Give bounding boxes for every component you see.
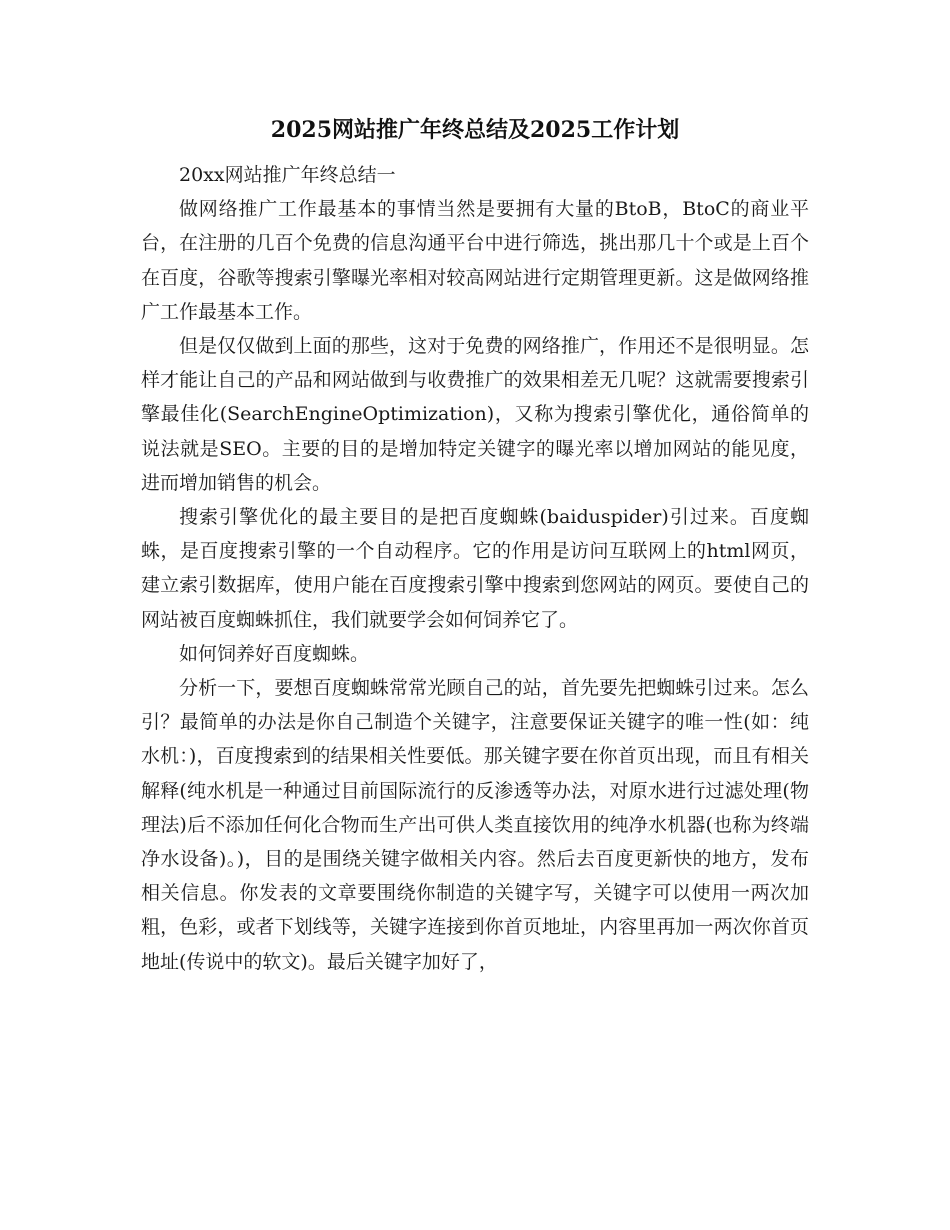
body-paragraph: 分析一下，要想百度蜘蛛常常光顾自己的站，首先要先把蜘蛛引过来。怎么引？最简单的办法是你自己制造个关键字，注意要保证关键字的唯一性(如：纯水机：)，百度搜索到的结果相关性要低。那关键字要在你首页出现，而且有相关解释(纯水机是一种通过目前国际流行的反渗透等办法，对原水进行过滤处理(物理法)后不添加任何化合物而生产出可供人类直接饮用的纯净水机器(也称为终端净水设备)。)，目的是围绕关键字做相关内容。然后去百度更新快的地方，发布相关信息。你发表的文章要围绕你制造的关键字写，关键字可以使用一两次加粗，色彩，或者下划线等，关键字连接到你首页地址，内容里再加一两次你首页地址(传说中的软文)。最后关键字加好了， (141, 677, 809, 973)
body-paragraph: 做网络推广工作最基本的事情当然是要拥有大量的BtoB，BtoC的商业平台，在注册的几百个免费的信息沟通平台中进行筛选，挑出那几十个或是上百个在百度，谷歌等搜索引擎曝光率相对较高网站进行定期管理更新。这是做网络推广工作最基本工作。 (141, 198, 809, 323)
subheading-paragraph: 如何饲养好百度蜘蛛。 (179, 642, 370, 665)
body-paragraph: 但是仅仅做到上面的那些，这对于免费的网络推广，作用还不是很明显。怎样才能让自己的产品和网站做到与收费推广的效果相差无几呢？这就需要搜索引擎最佳化(SearchEngineOptimization)，又称为搜索引擎优化，通俗简单的说法就是SEO。主要的目的是增加特定关键字的曝光率以增加网站的能见度，进而增加销售的机会。 (141, 335, 809, 494)
body-paragraph: 搜索引擎优化的最主要目的是把百度蜘蛛(baiduspider)引过来。百度蜘蛛，是百度搜索引擎的一个自动程序。它的作用是访问互联网上的html网页，建立索引数据库，使用户能在百度搜索引擎中搜索到您网站的网页。要使自己的网站被百度蜘蛛抓住，我们就要学会如何饲养它了。 (141, 506, 809, 631)
document-title: 2025网站推广年终总结及2025工作计划 (270, 117, 680, 143)
document-body (141, 158, 809, 979)
subheading-paragraph: 20xx网站推广年终总结一 (179, 164, 396, 186)
